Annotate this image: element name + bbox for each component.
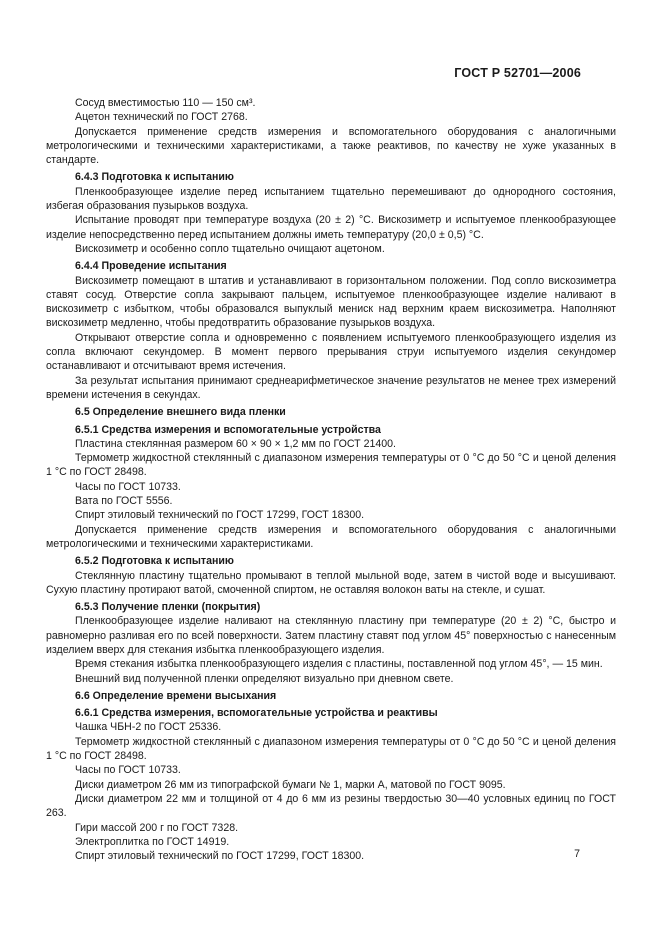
body-paragraph: Спирт этиловый технический по ГОСТ 17299, ГОСТ 18300. [75,850,365,863]
body-paragraph: Открывают отверстие сопла и одновременно с появлением испытуемого пленкообразующего изделия из сопла включают секундомер. В момент первого прерывания струи испытуемого изделия секундомер останавливают и отсчитывают время истечения. [46,331,616,373]
body-paragraph: Сосуд вместимостью 110 — 150 см³. [75,97,256,109]
body-paragraph: Время стекания избытка пленкообразующего изделия с пластины, поставленной под углом 45°, — 15 мин. [75,658,603,671]
section-heading: 6.5.3 Получение пленки (покрытия) [75,601,261,614]
section-heading: 6.6 Определение времени высыхания [75,689,277,702]
section-heading: 6.6.1 Средства измерения, вспомогательные устройства и реактивы [75,707,438,720]
section-heading: 6.4.3 Подготовка к испытанию [75,171,234,184]
body-paragraph: Термометр жидкостной стеклянный с диапазоном измерения температуры от 0 °С до 50 °С и ценой деления 1 °С по ГОСТ 28498. [46,735,616,763]
body-paragraph: Диски диаметром 22 мм и толщиной от 4 до 6 мм из резины твердостью 30—40 условных единиц по ГОСТ 263. [46,792,616,820]
body-paragraph: Диски диаметром 26 мм из типографской бумаги № 1, марки А, матовой по ГОСТ 9095. [75,778,506,791]
body-paragraph: Часы по ГОСТ 10733. [75,764,181,777]
body-paragraph: Чашка ЧБН-2 по ГОСТ 25336. [75,721,222,734]
section-heading: 6.5.1 Средства измерения и вспомогательные устройства [75,423,381,436]
body-paragraph: Часы по ГОСТ 10733. [75,480,181,493]
section-heading: 6.5.2 Подготовка к испытанию [75,555,234,568]
body-paragraph: Пленкообразующее изделие перед испытанием тщательно перемешивают до однородного состояния, избегая образования пузырьков воздуха. [46,185,616,213]
body-paragraph: Стеклянную пластину тщательно промывают в теплой мыльной воде, затем в чистой воде и высушивают. Сухую пластину протирают ватой, смоченной спиртом, не оставляя волокон ваты на стекле, и сушат. [46,569,616,596]
body-paragraph: Пленкообразующее изделие наливают на стеклянную пластину при температуре (20 ± 2) °С, быстро и равномерно разливая его по всей поверхности. Затем пластину ставят под углом 45° поверхностью с нанесенным изделием вверх для стекания избытка пленкообразующего изделия. [46,615,616,656]
body-paragraph: Испытание проводят при температуре воздуха (20 ± 2) °С. Вискозиметр и испытуемое пленкообразующее изделие непосредственно перед испытанием должны иметь температуру (20,0 ± 0,5) °С. [46,214,616,241]
section-heading: 6.4.4 Проведение испытания [75,260,227,273]
body-paragraph: Термометр жидкостной стеклянный с диапазоном измерения температуры от 0 °С до 50 °С и ценой деления 1 °С по ГОСТ 28498. [46,452,616,479]
body-paragraph: Ацетон технический по ГОСТ 2768. [75,111,248,124]
body-paragraph: Гири массой 200 г по ГОСТ 7328. [75,821,239,834]
section-heading: 6.5 Определение внешнего вида пленки [75,406,286,419]
body-paragraph: Допускается применение средств измерения и вспомогательного оборудования с аналогичными метрологическими и техническими характеристиками, а также реактивов, по качеству не хуже указанных в стандарте. [46,125,616,167]
body-paragraph: Допускается применение средств измерения и вспомогательного оборудования с аналогичными метрологическими и техническими характеристиками. [46,523,616,550]
standard-code-header: ГОСТ Р 52701—2006 [454,66,581,80]
body-paragraph: Вискозиметр и особенно сопло тщательно очищают ацетоном. [75,242,385,255]
body-paragraph: Спирт этиловый технический по ГОСТ 17299, ГОСТ 18300. [75,509,365,522]
body-paragraph: Электроплитка по ГОСТ 14919. [75,835,230,848]
body-paragraph: Вискозиметр помещают в штатив и устанавливают в горизонтальном положении. Под сопло вискозиметра ставят сосуд. Отверстие сопла закрывают пальцем, испытуемое пленкообразующее изделие наливают в вискозиметр с избытком, чтобы образовался выпуклый мениск над верхним краем вискозиметра. Наполняют вискозиметр медленно, чтобы предотвратить образование пузырьков воздуха. [46,274,616,330]
body-paragraph: Пластина стеклянная размером 60 × 90 × 1,2 мм по ГОСТ 21400. [75,437,396,450]
body-paragraph: Вата по ГОСТ 5556. [75,495,173,508]
body-paragraph: Внешний вид полученной пленки определяют визуально при дневном свете. [75,672,454,685]
page-number: 7 [574,848,580,860]
body-paragraph: За результат испытания принимают среднеарифметическое значение результатов не менее трех измерений времени истечения в секундах. [46,374,616,401]
document-body [46,96,616,863]
